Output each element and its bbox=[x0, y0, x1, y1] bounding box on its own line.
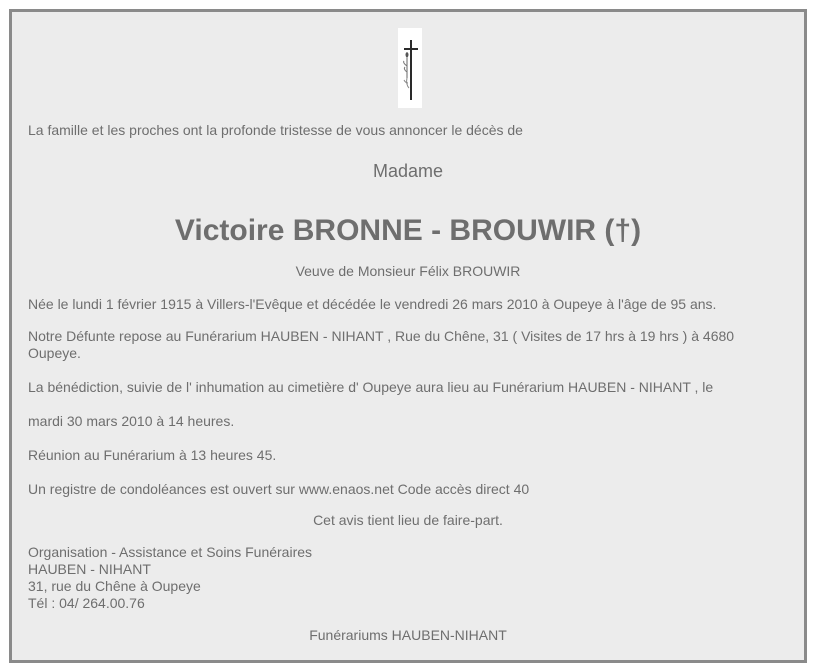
notice-text: Cet avis tient lieu de faire-part. bbox=[313, 512, 503, 528]
organisation-name: HAUBEN - NIHANT bbox=[28, 561, 151, 577]
deceased-name: Victoire BRONNE - BROUWIR (†) bbox=[174, 214, 642, 247]
reunion-text: Réunion au Funérarium à 13 heures 45. bbox=[28, 447, 277, 463]
organisation-line: Organisation - Assistance et Soins Funéraires bbox=[28, 544, 313, 560]
organisation-address: 31, rue du Chêne à Oupeye bbox=[28, 578, 201, 594]
intro-text: La famille et les proches ont la profonde tristesse de vous annoncer le décès de bbox=[28, 122, 523, 138]
organisation-block bbox=[28, 544, 788, 612]
rest-place-text: Notre Défunte repose au Funérarium HAUBEN - NIHANT , Rue du Chêne, 31 ( Visites de 17 hrs à 19 hrs ) à 4680 Oupeye. bbox=[28, 328, 735, 361]
blessing-text: La bénédiction, suivie de l' inhumation au cimetière d' Oupeye aura lieu au Funérarium HAUBEN - NIHANT , le bbox=[28, 379, 714, 395]
footer-signature: Funérariums HAUBEN-NIHANT bbox=[309, 627, 507, 643]
obituary-content bbox=[12, 12, 804, 660]
condolences-text: Un registre de condoléances est ouvert sur www.enaos.net Code accès direct 40 bbox=[28, 481, 530, 497]
widow-of-text: Veuve de Monsieur Félix BROUWIR bbox=[295, 263, 521, 279]
cross-with-flower-icon bbox=[398, 28, 422, 108]
obituary-card bbox=[9, 9, 807, 663]
deceased-title: Madame bbox=[372, 161, 444, 181]
blessing-date-text: mardi 30 mars 2010 à 14 heures. bbox=[28, 413, 235, 429]
organisation-phone: Tél : 04/ 264.00.76 bbox=[28, 595, 145, 611]
birth-death-text: Née le lundi 1 février 1915 à Villers-l'Evêque et décédée le vendredi 26 mars 2010 à Oupeye à l'âge de 95 ans. bbox=[28, 296, 717, 312]
